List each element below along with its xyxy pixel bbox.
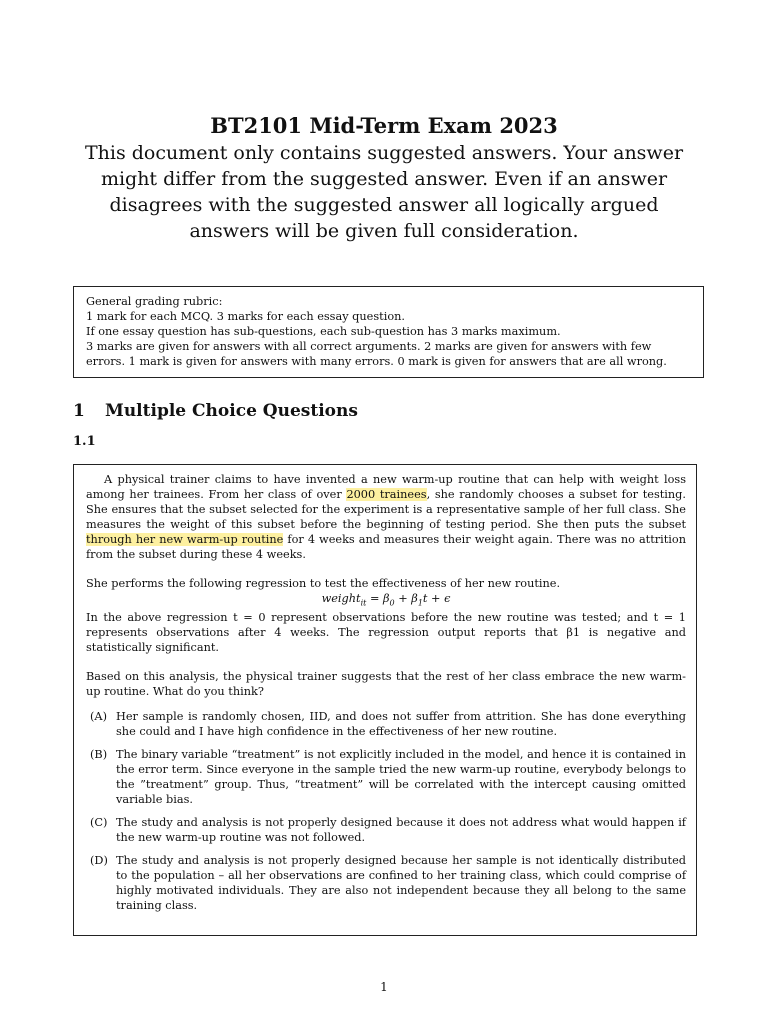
- subsection-heading: 1.1: [73, 434, 96, 449]
- option-label: (D): [90, 854, 108, 868]
- scenario-text: A physical trainer claims to have invented a new warm-up routine that can help with weight loss among her trainees. From her class of over: [86, 473, 686, 501]
- option-a: [86, 709, 686, 739]
- option-text: The study and analysis is not properly designed because it does not address what would happen if the new warm-up routine was not followed.: [116, 816, 686, 845]
- option-d: [86, 853, 686, 913]
- question-paragraph-output: In the above regression t = 0 represent observations before the new routine was tested; and t = 1 represents observations after 4 weeks. The regression output reports that β1 is negative and statistically significant.: [86, 611, 686, 655]
- rubric-line: 1 mark for each MCQ. 3 marks for each essay question.: [86, 310, 405, 323]
- answer-options: [86, 709, 686, 913]
- question-paragraph-regression: She performs the following regression to test the effectiveness of her new routine.: [86, 577, 561, 590]
- option-c: [86, 815, 686, 845]
- highlighted-text: 2000 trainees: [346, 488, 427, 501]
- scenario-text: for 4 weeks and measures their weight again. There was no attrition from the subset during these 4 weeks.: [86, 533, 687, 561]
- option-label: (B): [90, 748, 108, 762]
- option-text: The study and analysis is not properly designed because her sample is not identically distributed to the population – all her observations are confined to her training class, which could comprise of highly motivated individuals. They are also not independent because they all belong to the same training class.: [116, 854, 686, 913]
- page-number: 1: [380, 980, 388, 994]
- section-title: Multiple Choice Questions: [105, 401, 358, 421]
- rubric-line: 3 marks are given for answers with all correct arguments. 2 marks are given for answers with few errors. 1 mark is given for answers with many errors. 0 mark is given for answers that are all wrong.: [86, 340, 667, 368]
- option-text: The binary variable “treatment” is not explicitly included in the model, and hence it is contained in the error term. Since everyone in the sample tried the new warm-up routine, everybody belongs to the ”treatment” group. Thus, “treatment” will be correlated with the intercept causing omitted variable bias.: [116, 748, 686, 807]
- document-title: BT2101 Mid-Term Exam 2023: [210, 113, 558, 138]
- highlighted-text: through her new warm-up routine: [86, 533, 284, 546]
- grading-rubric-box: [73, 286, 704, 378]
- rubric-line: If one essay question has sub-questions, each sub-question has 3 marks maximum.: [86, 325, 561, 338]
- option-b: [86, 747, 686, 807]
- rubric-line: General grading rubric:: [86, 295, 223, 308]
- document-subtitle: This document only contains suggested answers. Your answer might differ from the suggested answer. Even if an answer disagrees with the suggested answer all logically argued answers will be given full consideration.: [84, 142, 684, 242]
- scenario-text: , she randomly chooses a subset for testing. She ensures that the subset selected for the experiment is a representative sample of her full class. She measures the weight of this subset before the beginning of testing period. She then puts the subset: [86, 488, 686, 531]
- section-heading: [73, 401, 358, 421]
- question-prompt: Based on this analysis, the physical trainer suggests that the rest of her class embrace the new warm-up routine. What do you think?: [86, 670, 686, 699]
- question-paragraph-scenario: [86, 472, 686, 562]
- regression-equation: weight$_{it}$ = $\beta_0 + \beta_1t + \epsilon$: [321, 592, 451, 608]
- option-text: Her sample is randomly chosen, IID, and does not suffer from attrition. She has done everything she could and I have high confidence in the effectiveness of her new routine.: [116, 710, 686, 739]
- option-label: (C): [90, 816, 108, 830]
- option-label: (A): [90, 710, 107, 724]
- section-number: 1: [73, 401, 85, 421]
- question-box: [73, 464, 697, 936]
